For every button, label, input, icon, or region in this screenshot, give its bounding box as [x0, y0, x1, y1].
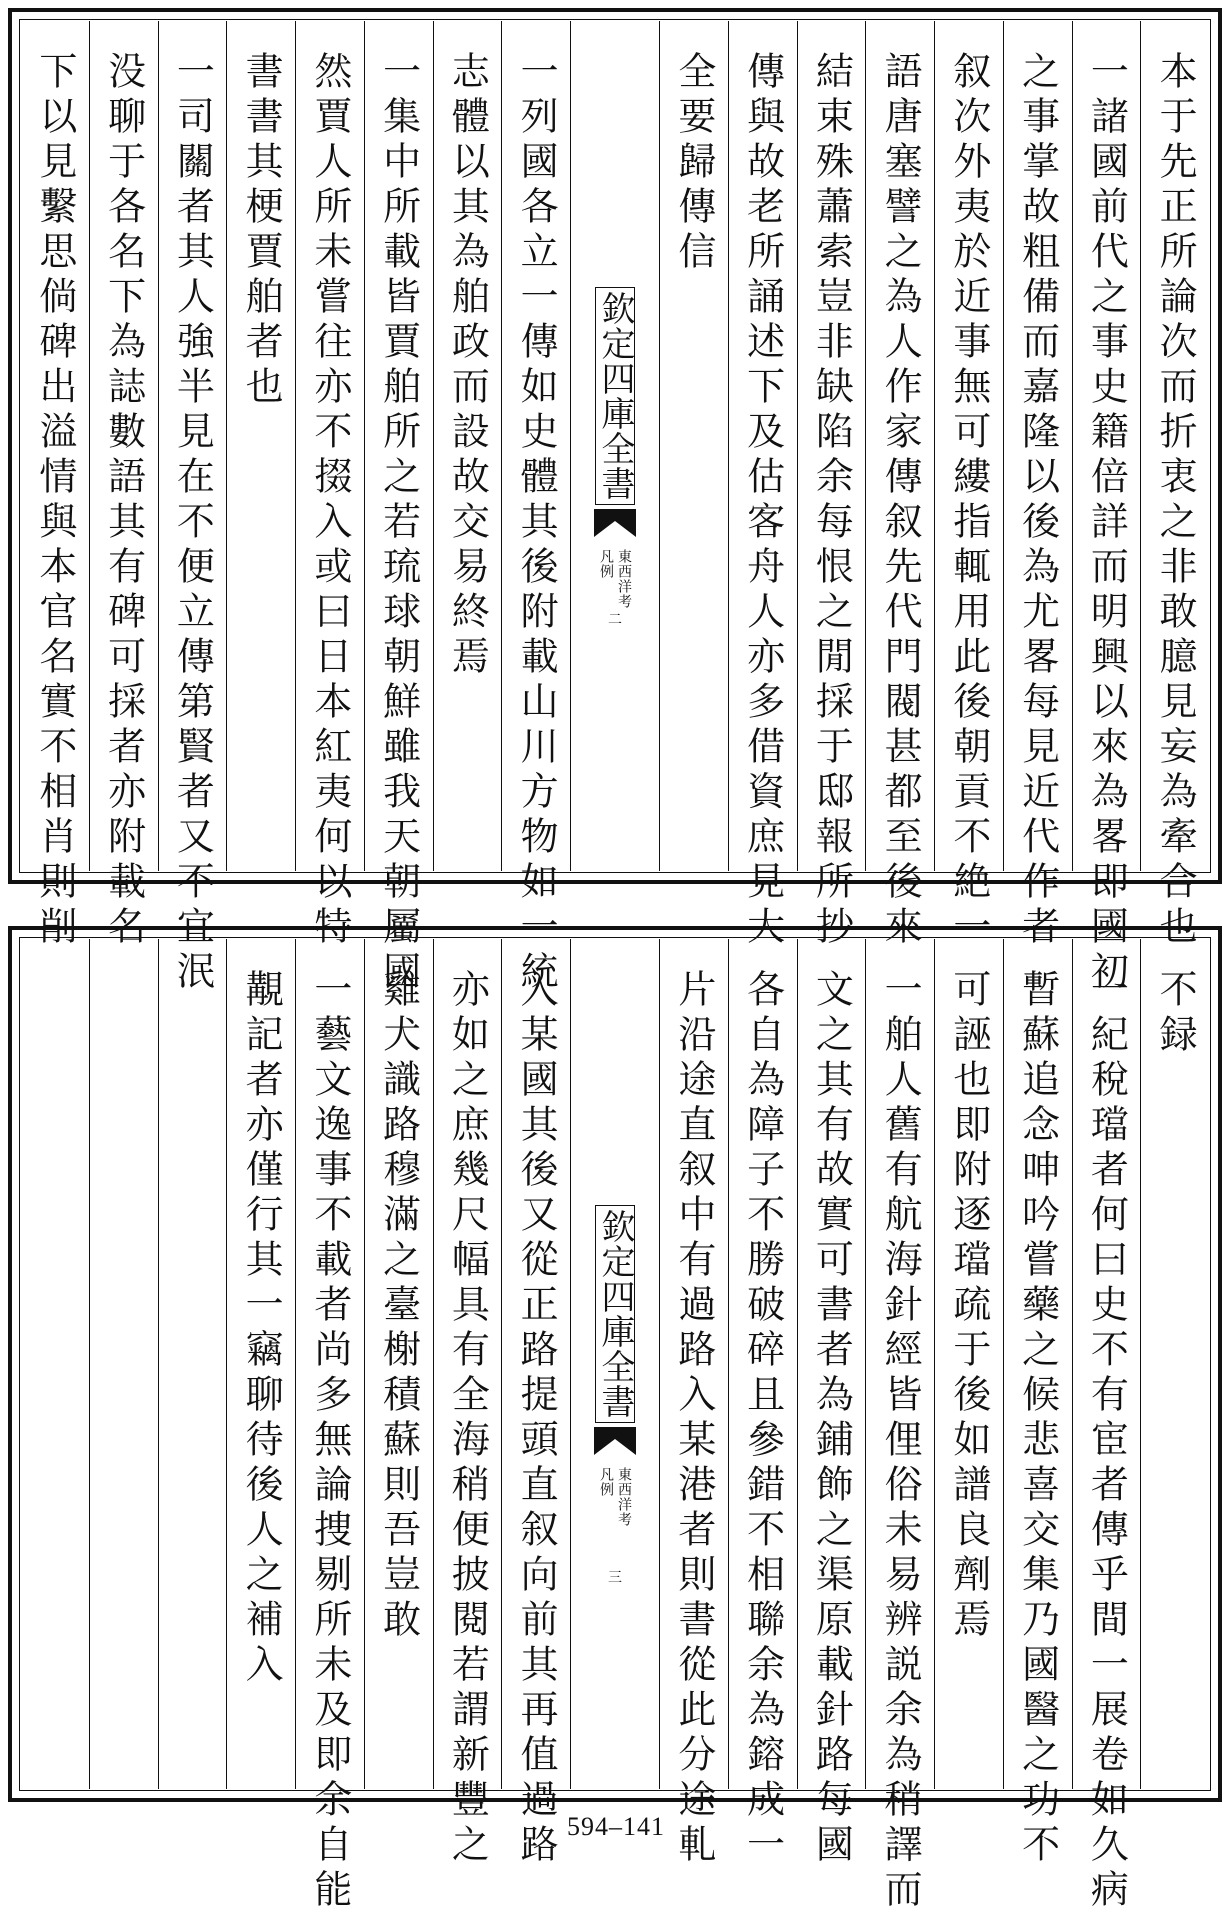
- section-name: 凡例: [598, 1467, 614, 1497]
- column-text: 結束殊蕭索豈非缺陷余每恨之閒採于邸報所抄: [809, 51, 854, 951]
- column-text: 覯記者亦僅行其一竊聊待後人之補入: [239, 969, 284, 1689]
- text-column: [364, 21, 433, 996]
- text-column: [226, 21, 295, 871]
- text-column: [659, 21, 728, 871]
- column-text: 一諸國前代之事史籍倍詳而明興以來為畧即國初: [1084, 51, 1129, 996]
- column-text: 不録: [1153, 969, 1198, 1059]
- column-text: 全要歸傳信: [671, 51, 716, 276]
- center-fold: [570, 21, 659, 871]
- text-column: [728, 21, 797, 951]
- book-title: 欽定四庫全書: [595, 1205, 635, 1423]
- column-text: 雞犬識路穆滿之臺榭積蘇則吾豈敢: [376, 969, 421, 1644]
- column-text: 片沿途直叙中有過路入某港者則書從此分途軋: [671, 969, 716, 1869]
- column-text: 没聊于各名下為誌數語其有碑可採者亦附載名: [101, 51, 146, 951]
- text-column: [295, 21, 364, 951]
- column-text: 叙次外夷於近事無可縷指輒用此後朝貢不絶一: [946, 51, 991, 951]
- book-title: 欽定四庫全書: [595, 287, 635, 505]
- text-column: [865, 21, 934, 951]
- text-column: [89, 21, 158, 951]
- text-column: [934, 21, 1003, 951]
- fishtail-mark-icon: [592, 1425, 638, 1459]
- text-column: [158, 21, 227, 996]
- column-text: 然賈人所未嘗往亦不掇入或曰日本紅夷何以特: [307, 51, 352, 951]
- column-text: 一紀稅璫者何曰史不有宦者傳乎間一展卷如久病: [1084, 969, 1129, 1914]
- text-column: [797, 21, 866, 951]
- text-column: [865, 939, 934, 1914]
- fishtail-mark-icon: [592, 507, 638, 541]
- column-text: 志體以其為舶政而設故交易終焉: [445, 51, 490, 681]
- folio-top: [8, 8, 1222, 996]
- column-text: 各自為障子不勝破碎且參錯不相聯余為鎔成一: [740, 969, 785, 1869]
- column-grid: [21, 21, 1209, 996]
- column-text: 亦如之庶幾尺幅具有全海稍便披閱若謂新豐之: [445, 969, 490, 1869]
- text-column: [728, 939, 797, 1869]
- text-column: [433, 939, 502, 1869]
- column-text: 下以見繫思倘碑出溢情與本官名實不相肖則削: [32, 51, 77, 951]
- text-column: [501, 939, 570, 1869]
- empty-column: [21, 939, 89, 1789]
- leaf-number: 三: [608, 1570, 622, 1586]
- text-column: [797, 939, 866, 1869]
- text-column: [226, 939, 295, 1789]
- text-column: [1003, 939, 1072, 1869]
- center-subtitle: [599, 1467, 631, 1527]
- text-column: [501, 21, 570, 996]
- empty-column: [89, 939, 158, 1789]
- text-column: [1072, 939, 1141, 1914]
- center-fold: [570, 939, 659, 1789]
- text-column: [1140, 21, 1209, 951]
- column-text: 入某國其後又從正路提頭直叙向前其再值過路: [514, 969, 559, 1869]
- column-text: 一舶人舊有航海針經皆俚俗未易辨説余為稍譯而: [878, 969, 923, 1914]
- column-text: 書書其梗賈舶者也: [239, 51, 284, 411]
- section-name: 凡例: [598, 549, 614, 579]
- page-number: 594–141: [567, 1812, 665, 1841]
- empty-column: [158, 939, 227, 1789]
- leaf-number: 二: [608, 612, 622, 628]
- text-column: [934, 939, 1003, 1789]
- text-column: [364, 939, 433, 1789]
- column-text: 傳與故老所誦述下及估客舟人亦多借資庶見大: [740, 51, 785, 951]
- column-text: 之事掌故粗備而嘉隆以後為尤畧每見近代作者: [1015, 51, 1060, 951]
- column-text: 語唐塞譬之為人作家傳叙先代門閥甚都至後來: [878, 51, 923, 951]
- text-column: [433, 21, 502, 871]
- column-text: 文之其有故實可書者為鋪飾之渠原載針路每國: [809, 969, 854, 1869]
- column-text: 本于先正所論次而折衷之非敢臆見妄為牽合也: [1153, 51, 1198, 951]
- text-column: [21, 21, 89, 951]
- text-column: [1072, 21, 1141, 996]
- column-text: 暫蘇追念呻吟嘗藥之候悲喜交集乃國醫之功不: [1015, 969, 1060, 1869]
- text-column: [295, 939, 364, 1914]
- text-column: [1140, 939, 1209, 1789]
- book-name: 東西洋考: [616, 549, 632, 609]
- column-text: 一列國各立一傳如史體其後附載山川方物如一統: [514, 51, 559, 996]
- center-subtitle: [599, 549, 631, 609]
- text-column: [1003, 21, 1072, 951]
- text-column: [659, 939, 728, 1869]
- column-text: 一藝文逸事不載者尚多無論捜剔所未及即余自能: [307, 969, 352, 1914]
- column-text: 一集中所載皆賈舶所之若琉球朝鮮雖我天朝屬國: [376, 51, 421, 996]
- column-text: 可誣也即附逐璫疏于後如譜良劑焉: [946, 969, 991, 1644]
- column-text: 一司關者其人強半見在不便立傳第賢者又不宜泯: [170, 51, 215, 996]
- book-name: 東西洋考: [616, 1467, 632, 1527]
